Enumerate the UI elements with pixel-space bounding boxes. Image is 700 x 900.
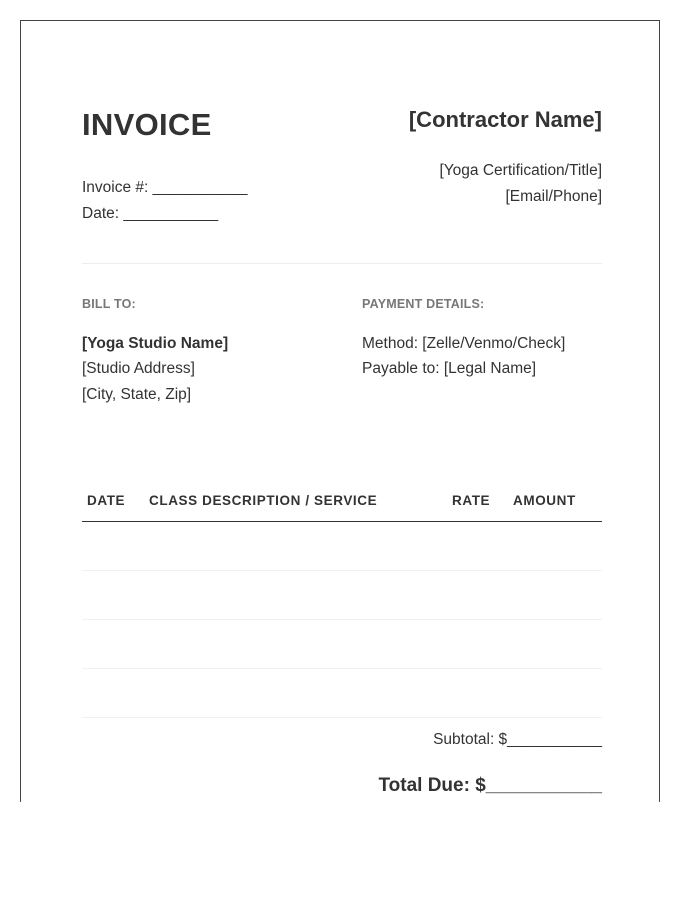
header-divider [82, 263, 602, 264]
payment-details-label: PAYMENT DETAILS: [362, 297, 485, 311]
contractor-name: [Contractor Name] [408, 107, 602, 132]
bill-to-label: BILL TO: [82, 297, 136, 311]
payment-method: Method: [Zelle/Venmo/Check] [362, 335, 566, 352]
table-row [82, 669, 602, 718]
invoice-page [20, 20, 660, 802]
contractor-contact: [Email/Phone] [505, 188, 602, 205]
contractor-certification: [Yoga Certification/Title] [439, 162, 602, 179]
studio-city-state-zip: [City, State, Zip] [82, 386, 192, 403]
invoice-date-field: Date: ___________ [82, 205, 219, 222]
table-row [82, 620, 602, 669]
column-header-rate: RATE [452, 493, 491, 508]
total-due-field: Total Due: $___________ [378, 775, 602, 796]
invoice-number-field: Invoice #: ___________ [82, 179, 248, 196]
payable-to: Payable to: [Legal Name] [362, 360, 537, 377]
table-row [82, 522, 602, 571]
subtotal-field: Subtotal: $___________ [433, 731, 602, 748]
invoice-title: INVOICE [82, 107, 212, 142]
table-row [82, 571, 602, 620]
column-header-description: CLASS DESCRIPTION / SERVICE [149, 493, 378, 508]
column-header-amount: AMOUNT [513, 493, 576, 508]
column-header-date: DATE [87, 493, 126, 508]
row-divider [82, 717, 602, 718]
studio-name: [Yoga Studio Name] [82, 335, 229, 352]
studio-address: [Studio Address] [82, 360, 195, 377]
